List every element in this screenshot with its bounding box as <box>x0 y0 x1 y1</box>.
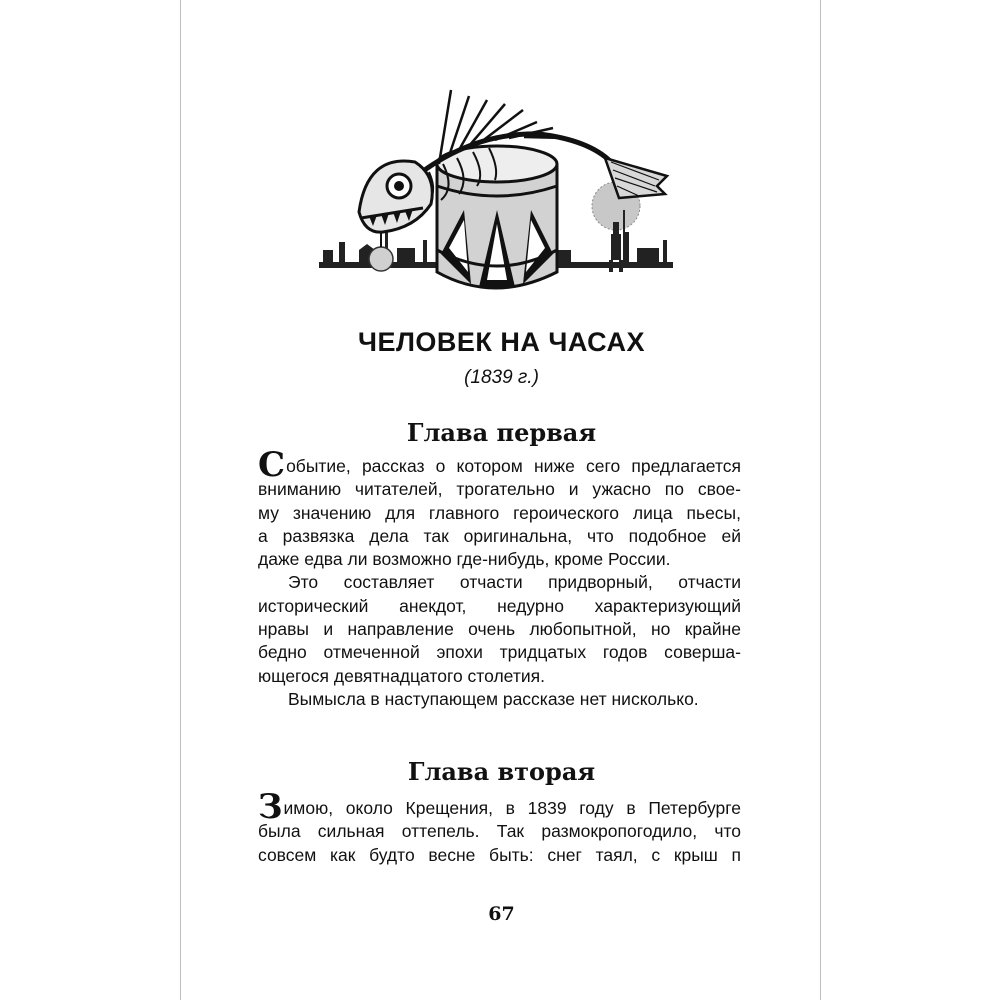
text-line: Это составляет отчасти придворный, отчасти <box>288 572 741 593</box>
story-title: ЧЕЛОВЕК НА ЧАСАХ <box>357 327 646 357</box>
page-number: 67 <box>488 903 515 925</box>
text-line: исторический анекдот, недурно характеризующий <box>258 595 741 616</box>
chapter-2-text <box>258 787 741 867</box>
text-line: даже едва ли возможно где-нибудь, кроме России. <box>258 549 671 570</box>
drop-cap: С <box>258 445 286 485</box>
text-line: ющегося девятнадцатого столетия. <box>258 665 545 686</box>
text-line: вниманию читателей, трогательно и ужасно по свое- <box>258 479 741 500</box>
text-line: а развязка дела так оригинальна, что подобное ей <box>258 525 741 546</box>
text-line: Зимою, около Крещения, в 1839 году в Петербурге <box>258 787 741 827</box>
text-line: му значению для главного героического лица пьесы, <box>258 502 741 523</box>
chapter-2-heading: Глава вторая <box>407 757 596 786</box>
story-year: (1839 г.) <box>464 367 539 388</box>
text-line: совсем как будто весне быть: снег таял, с крыш п <box>258 844 741 865</box>
text-line: Вымысла в наступающем рассказе нет нисколько. <box>288 688 699 709</box>
chapter-1-heading: Глава первая <box>406 418 597 447</box>
chapter-1-text <box>258 445 741 711</box>
text-line: Событие, рассказ о котором ниже сего предлагается <box>258 445 741 485</box>
text-line: бедно отмеченной эпохи тридцатых годов соверша- <box>258 642 741 663</box>
book-page <box>180 0 821 1000</box>
fish-skeleton-on-drum-icon <box>319 82 673 300</box>
text-line: нравы и направление очень любопытной, но крайне <box>258 619 741 640</box>
text-line: была сильная оттепель. Так размокропогодило, что <box>258 821 741 842</box>
drop-cap: З <box>258 787 283 827</box>
